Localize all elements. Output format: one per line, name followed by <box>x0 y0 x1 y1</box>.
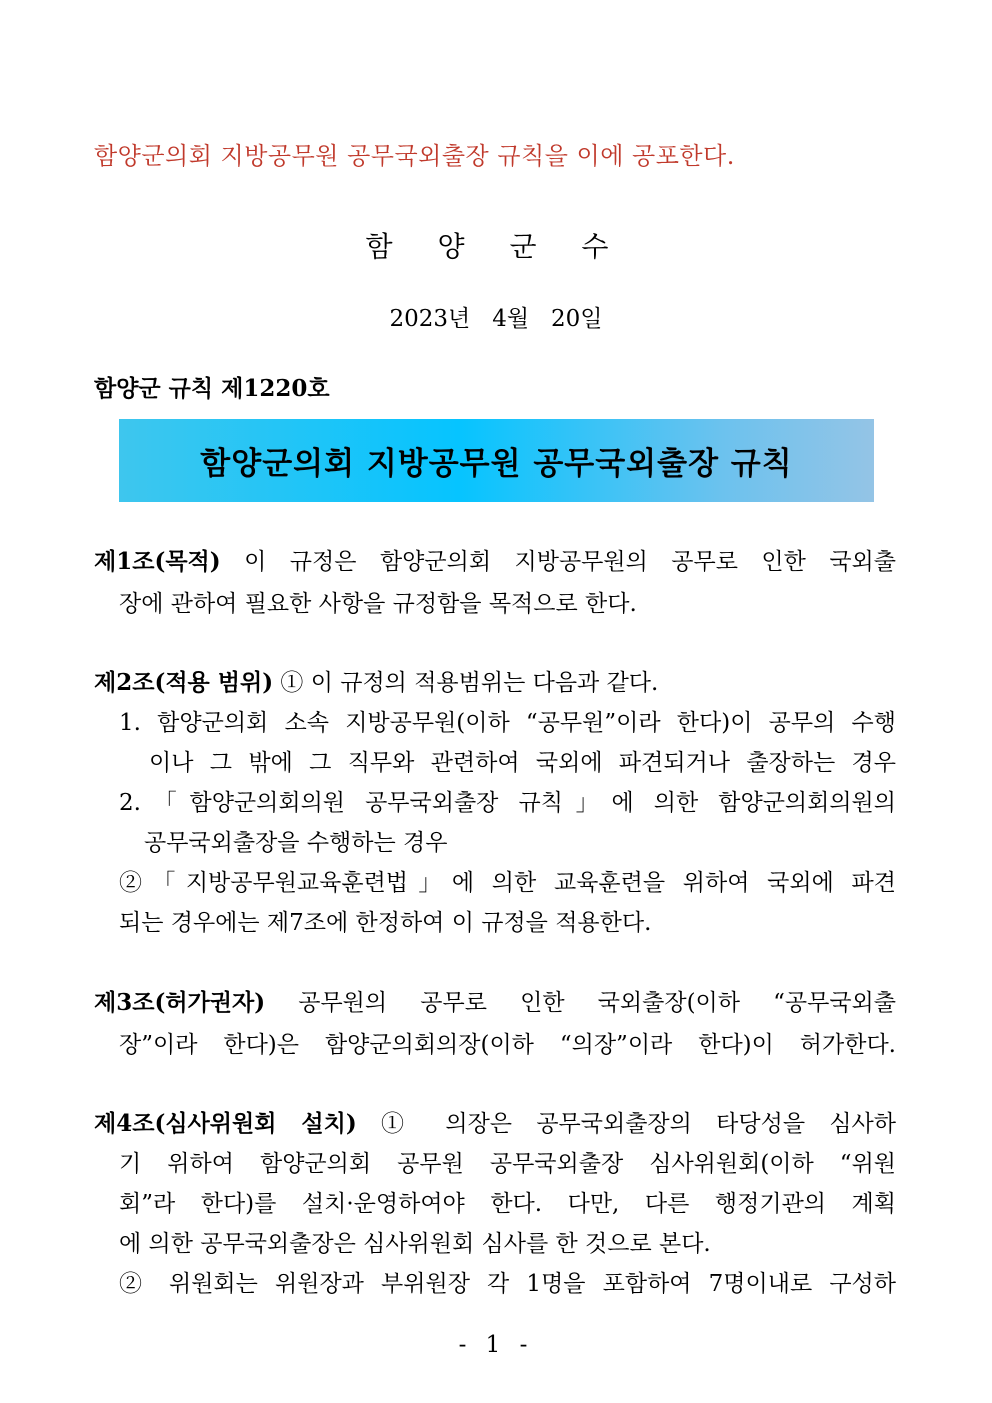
promulgation-date: 2023년 4월 20일 <box>389 306 603 332</box>
article-4-heading: 제4조(심사위원회 설치) <box>94 1110 357 1137</box>
article-3-line-1 <box>94 986 896 1020</box>
article-2-item-1-line-2: 이나 그 밖에 그 직무와 관련하여 국외에 파견되거나 출장하는 경우 <box>149 750 896 776</box>
article-3-heading: 제3조(허가권자) <box>94 989 266 1016</box>
promulgation-statement: 함양군의회 지방공무원 공무국외출장 규칙을 이에 공포한다. <box>94 142 735 170</box>
article-2-item-1-line-1: 1. 함양군의회 소속 지방공무원(이하 “공무원”이라 한다)이 공무의 수행 <box>119 710 896 736</box>
article-2-item-2-line-1: 2.「함양군의회의원 공무국외출장 규칙」에 의한 함양군의회의원의 <box>119 790 896 816</box>
article-4-line-3: 회”라 한다)를 설치·운영하여야 한다. 다만, 다른 행정기관의 계획 <box>119 1191 896 1217</box>
article-2-text: ① 이 규정의 적용범위는 다음과 같다. <box>273 670 659 696</box>
document-title: 함양군의회 지방공무원 공무국외출장 규칙 <box>200 446 793 482</box>
article-2-para-2-line-1: ②「지방공무원교육훈련법」에 의한 교육훈련을 위하여 국외에 파견 <box>119 870 896 896</box>
article-3-line-2: 장”이라 한다)은 함양군의회의장(이하 “의장”이라 한다)이 허가한다. <box>119 1032 896 1058</box>
rule-number: 함양군 규칙 제1220호 <box>94 375 330 402</box>
article-1-text: 이 규정은 함양군의회 지방공무원의 공무로 인한 국외출 <box>220 549 896 575</box>
article-2-line-1 <box>94 666 658 700</box>
article-3-text: 공무원의 공무로 인한 국외출장(이하 “공무국외출 <box>265 990 896 1016</box>
article-4-text: ① 의장은 공무국외출장의 타당성을 심사하 <box>356 1111 896 1137</box>
article-4-line-4: 에 의한 공무국외출장은 심사위원회 심사를 한 것으로 본다. <box>119 1231 711 1257</box>
article-2-para-2-line-2: 되는 경우에는 제7조에 한정하여 이 규정을 적용한다. <box>119 910 652 936</box>
page-number: - 1 - <box>458 1332 534 1358</box>
title-band <box>119 419 874 502</box>
article-2-heading: 제2조(적용 범위) <box>94 669 274 696</box>
article-1-line-2: 장에 관하여 필요한 사항을 규정함을 목적으로 한다. <box>119 591 637 617</box>
article-4-line-1 <box>94 1107 896 1141</box>
article-1-line-1 <box>94 545 896 579</box>
article-1-heading: 제1조(목적) <box>94 548 221 575</box>
article-4-line-2: 기 위하여 함양군의회 공무원 공무국외출장 심사위원회(이하 “위원 <box>119 1151 896 1177</box>
signer-title: 함 양 군 수 <box>365 230 627 263</box>
article-2-item-2-line-2: 공무국외출장을 수행하는 경우 <box>144 830 448 856</box>
article-4-line-5: ② 위원회는 위원장과 부위원장 각 1명을 포함하여 7명이내로 구성하 <box>119 1271 896 1297</box>
